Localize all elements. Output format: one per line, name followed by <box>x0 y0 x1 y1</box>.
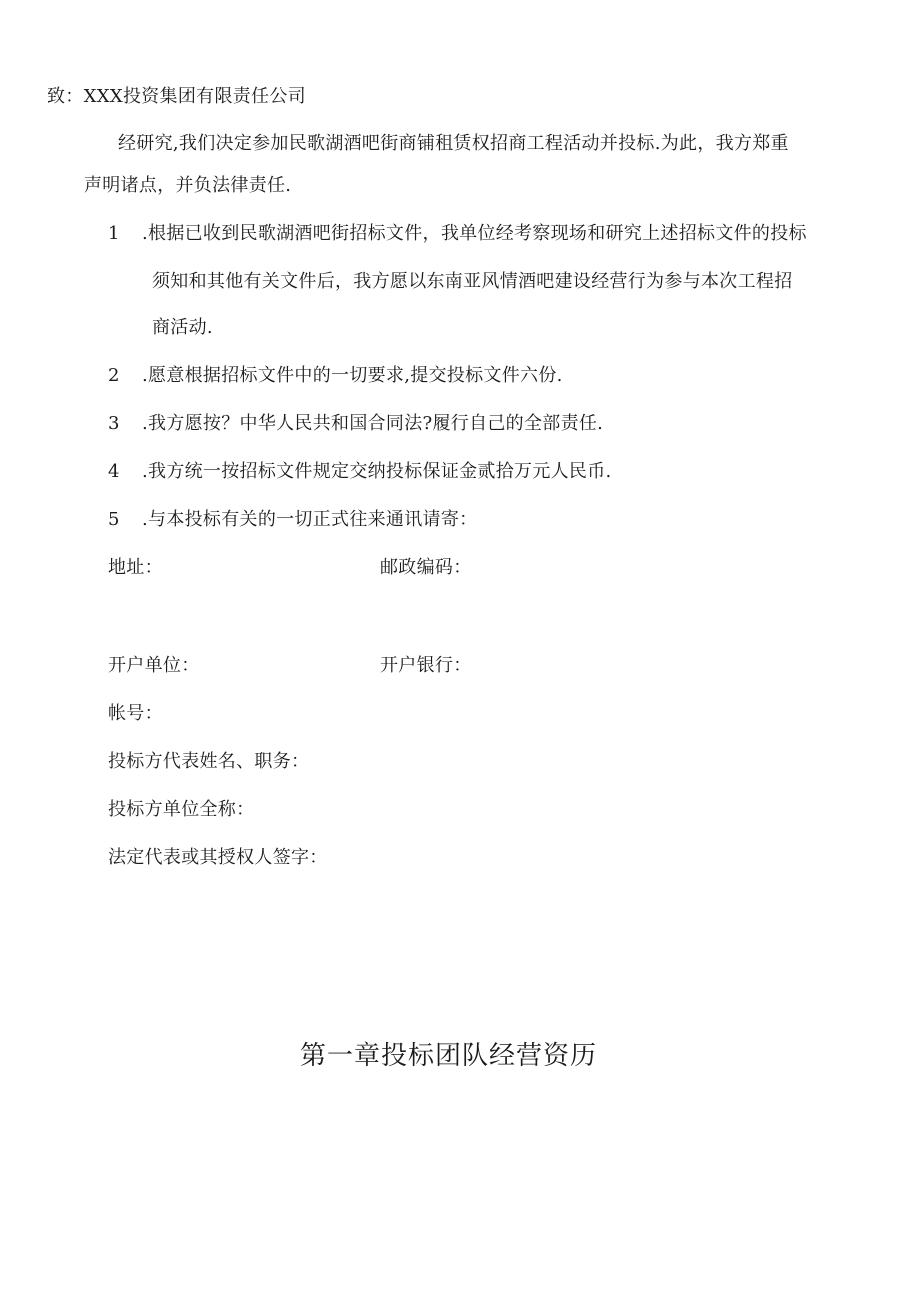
bidder-name-label: 投标方单位全称： <box>108 799 255 820</box>
item-text: .愿意根据招标文件中的一切要求,提交投标文件六份. <box>142 365 563 386</box>
representative-label: 投标方代表姓名、职务： <box>108 751 310 772</box>
item-text: .我方愿按？中华人民共和国合同法?履行自己的全部责任. <box>142 413 604 434</box>
item-number: 1 <box>108 223 120 244</box>
item-number: 2 <box>108 365 120 386</box>
chapter-title: 第一章投标团队经营资历 <box>300 1041 598 1071</box>
item-number: 3 <box>108 413 120 434</box>
item-2 <box>108 364 563 388</box>
account-number-label: 帐号： <box>108 703 163 724</box>
item-1-line-3: 商活动. <box>152 317 213 338</box>
item-text: .根据已收到民歌湖酒吧街招标文件，我单位经考察现场和研究上述招标文件的投标 <box>142 223 807 244</box>
item-text: .我方统一按招标文件规定交纳投标保证金贰拾万元人民币. <box>142 461 612 482</box>
item-number: 4 <box>108 461 120 482</box>
item-5 <box>108 508 477 532</box>
salutation: 致：XXX投资集团有限责任公司 <box>47 86 306 107</box>
intro-line-2: 声明诸点，并负法律责任. <box>84 175 292 196</box>
item-1-line-2: 须知和其他有关文件后，我方愿以东南亚风情酒吧建设经营行为参与本次工程招 <box>152 271 793 292</box>
signature-label: 法定代表或其授权人签字： <box>108 847 328 868</box>
intro-line-1: 经研究,我们决定参加民歌湖酒吧街商铺租赁权招商工程活动并投标.为此，我方郑重 <box>118 133 789 154</box>
item-1 <box>108 222 807 246</box>
item-4 <box>108 460 612 484</box>
bank-label: 开户银行： <box>380 655 472 676</box>
item-3 <box>108 412 603 436</box>
address-label: 地址： <box>108 557 163 578</box>
account-unit-label: 开户单位： <box>108 655 200 676</box>
item-text: .与本投标有关的一切正式往来通讯请寄： <box>142 509 478 530</box>
item-number: 5 <box>108 509 120 530</box>
postcode-label: 邮政编码： <box>380 557 472 578</box>
